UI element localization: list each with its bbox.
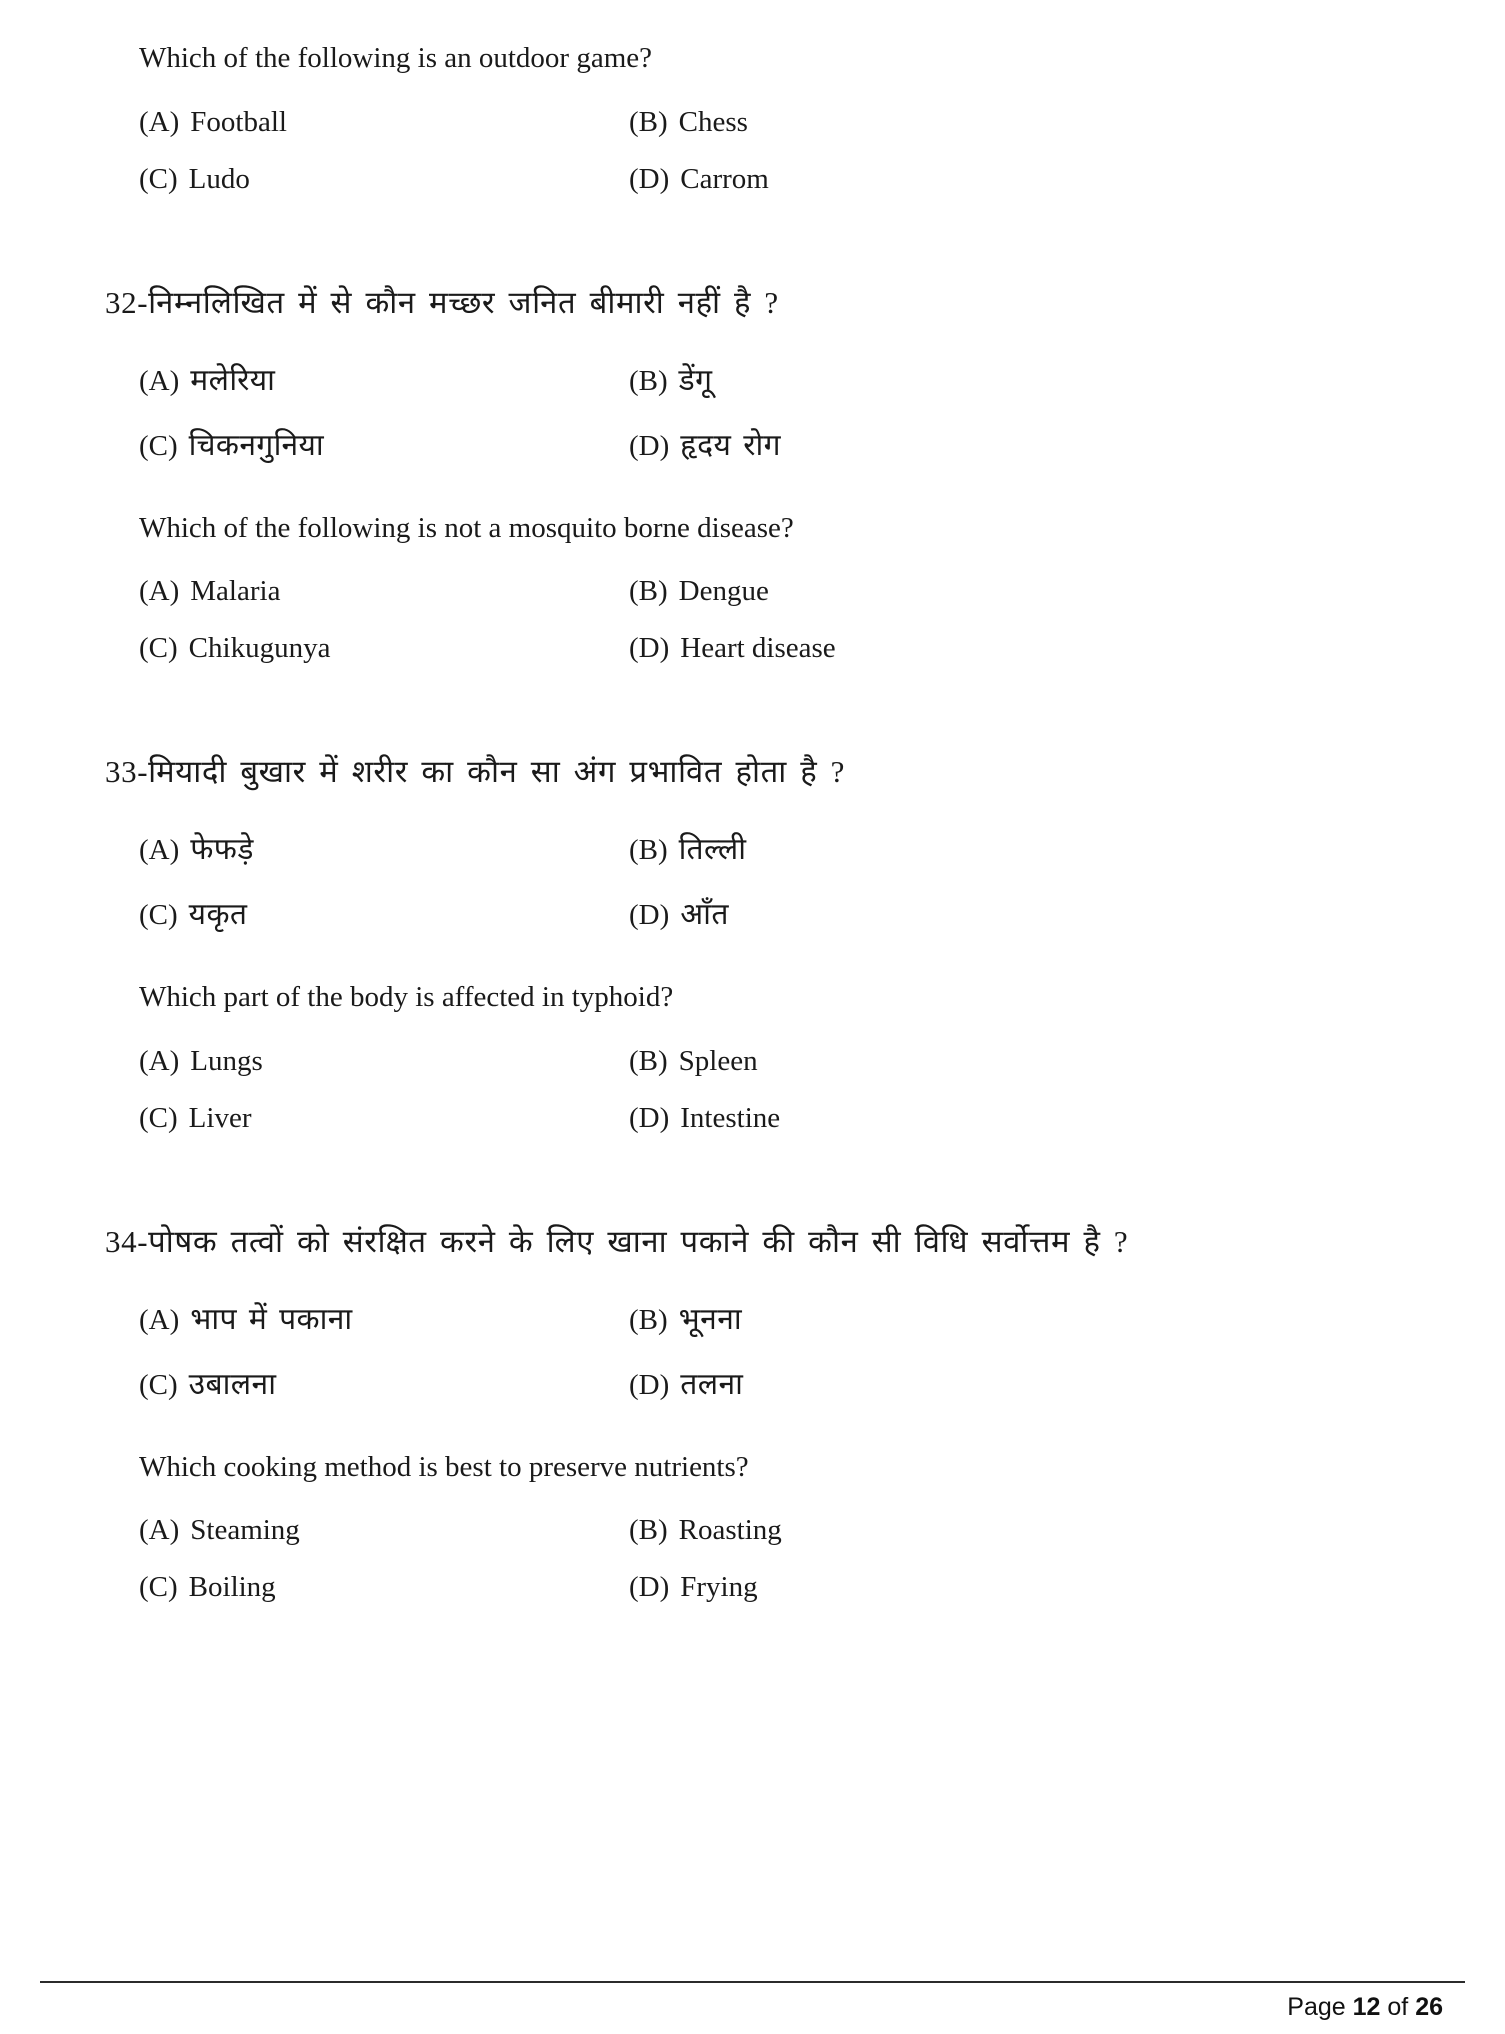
option-b[interactable] xyxy=(629,106,1400,163)
option-row xyxy=(139,1362,1400,1427)
option-a[interactable] xyxy=(139,1514,629,1571)
option-row xyxy=(139,1571,1400,1628)
option-key: (C) xyxy=(139,1571,178,1604)
option-label: आँत xyxy=(680,898,729,932)
option-label: मलेरिया xyxy=(190,363,276,397)
option-d[interactable] xyxy=(629,892,1400,957)
question-stem-hindi xyxy=(105,1221,1400,1263)
option-label: Chess xyxy=(678,105,748,138)
option-label: Chikugunya xyxy=(188,632,331,665)
option-label: Malaria xyxy=(190,575,281,608)
option-key: (B) xyxy=(629,1303,668,1336)
footer-divider xyxy=(40,1981,1465,1983)
option-label: भूनना xyxy=(678,1302,743,1336)
option-b[interactable] xyxy=(629,1514,1400,1571)
option-a[interactable] xyxy=(139,1297,629,1362)
option-d[interactable] xyxy=(629,423,1400,488)
option-label: Liver xyxy=(188,1101,252,1134)
option-key: (D) xyxy=(629,899,670,932)
option-a[interactable] xyxy=(139,106,629,163)
option-label: भाप में पकाना xyxy=(190,1302,353,1336)
option-row xyxy=(139,632,1400,689)
option-key: (C) xyxy=(139,1101,178,1134)
option-row xyxy=(139,1045,1400,1102)
question-text-hindi: मियादी बुखार में शरीर का कौन सा अंग प्रभावित होता है ? xyxy=(148,754,846,790)
option-b[interactable] xyxy=(629,358,1400,423)
option-a[interactable] xyxy=(139,575,629,632)
option-a[interactable] xyxy=(139,1045,629,1102)
option-b[interactable] xyxy=(629,827,1400,892)
option-key: (D) xyxy=(629,1368,670,1401)
option-key: (B) xyxy=(629,364,668,397)
option-c[interactable] xyxy=(139,163,629,220)
option-row xyxy=(139,1514,1400,1571)
option-d[interactable] xyxy=(629,163,1400,220)
option-b[interactable] xyxy=(629,575,1400,632)
option-key: (B) xyxy=(629,575,668,608)
option-row xyxy=(139,827,1400,892)
option-list-english xyxy=(105,1514,1400,1628)
question-number: 32- xyxy=(105,284,149,320)
option-key: (A) xyxy=(139,1044,180,1077)
question-stem-english: Which of the following is an outdoor game? xyxy=(139,42,653,74)
option-c[interactable] xyxy=(139,632,629,689)
option-row xyxy=(139,423,1400,488)
option-list-english xyxy=(105,575,1400,689)
option-list-hindi xyxy=(105,358,1400,488)
option-label: Spleen xyxy=(678,1044,758,1077)
option-label: हृदय रोग xyxy=(680,428,781,462)
option-key: (A) xyxy=(139,105,180,138)
question-text-hindi: पोषक तत्वों को संरक्षित करने के लिए खाना पकाने की कौन सी विधि सर्वोत्तम है ? xyxy=(148,1223,1129,1259)
option-label: Football xyxy=(190,105,287,138)
option-d[interactable] xyxy=(629,1362,1400,1427)
option-key: (A) xyxy=(139,364,180,397)
option-key: (D) xyxy=(629,632,670,665)
option-key: (A) xyxy=(139,1514,180,1547)
option-key: (D) xyxy=(629,1101,670,1134)
question-text-hindi: निम्नलिखित में से कौन मच्छर जनित बीमारी नहीं है ? xyxy=(148,284,779,320)
option-label: Intestine xyxy=(680,1101,781,1134)
option-d[interactable] xyxy=(629,632,1400,689)
question-stem-english: Which cooking method is best to preserve nutrients? xyxy=(139,1450,749,1483)
option-key: (C) xyxy=(139,162,178,195)
option-label: Lungs xyxy=(190,1044,263,1077)
option-label: Roasting xyxy=(678,1514,782,1547)
option-label: Ludo xyxy=(188,162,250,195)
option-c[interactable] xyxy=(139,892,629,957)
option-d[interactable] xyxy=(629,1102,1400,1159)
option-key: (B) xyxy=(629,834,668,867)
option-list-english xyxy=(105,106,1400,220)
option-c[interactable] xyxy=(139,1571,629,1628)
option-key: (A) xyxy=(139,575,180,608)
option-label: फेफड़े xyxy=(190,833,254,867)
option-label: तलना xyxy=(680,1367,744,1401)
option-label: Dengue xyxy=(678,575,769,608)
option-row xyxy=(139,106,1400,163)
question-stem-english: Which of the following is not a mosquito borne disease? xyxy=(139,511,794,544)
option-list-english xyxy=(105,1045,1400,1159)
option-a[interactable] xyxy=(139,827,629,892)
option-b[interactable] xyxy=(629,1045,1400,1102)
option-key: (A) xyxy=(139,834,180,867)
option-label: Boiling xyxy=(188,1571,276,1604)
option-row xyxy=(139,1297,1400,1362)
option-c[interactable] xyxy=(139,423,629,488)
question-stem-hindi xyxy=(105,282,1400,324)
option-key: (C) xyxy=(139,429,178,462)
option-key: (B) xyxy=(629,1514,668,1547)
option-row xyxy=(139,1102,1400,1159)
option-label: यकृत xyxy=(188,898,248,932)
question-stem-english: Which part of the body is affected in typhoid? xyxy=(139,981,674,1014)
option-key: (C) xyxy=(139,632,178,665)
option-key: (B) xyxy=(629,105,668,138)
page-footer xyxy=(40,1981,1465,2022)
option-b[interactable] xyxy=(629,1297,1400,1362)
question-block-34 xyxy=(105,1221,1400,1629)
footer-current-page: 12 xyxy=(1352,1993,1381,2021)
footer-total-pages: 26 xyxy=(1415,1993,1443,2021)
option-key: (B) xyxy=(629,1044,668,1077)
footer-connector: of xyxy=(1387,1993,1409,2021)
option-key: (D) xyxy=(629,1571,670,1604)
option-label: Heart disease xyxy=(680,632,836,665)
option-label: उबालना xyxy=(188,1367,277,1401)
option-key: (C) xyxy=(139,899,178,932)
option-label: तिल्ली xyxy=(678,833,747,867)
option-key: (A) xyxy=(139,1303,180,1336)
question-number: 34- xyxy=(105,1223,149,1259)
option-a[interactable] xyxy=(139,358,629,423)
option-row xyxy=(139,163,1400,220)
question-block-32 xyxy=(105,282,1400,690)
option-label: चिकनगुनिया xyxy=(188,428,325,462)
option-d[interactable] xyxy=(629,1571,1400,1628)
page-number-indicator xyxy=(40,1993,1465,2022)
option-key: (D) xyxy=(629,429,670,462)
option-c[interactable] xyxy=(139,1102,629,1159)
option-label: Steaming xyxy=(190,1514,300,1547)
option-key: (C) xyxy=(139,1368,178,1401)
option-label: Carrom xyxy=(680,162,769,195)
footer-prefix: Page xyxy=(1287,1993,1346,2021)
option-c[interactable] xyxy=(139,1362,629,1427)
option-label: डेंगू xyxy=(678,363,713,397)
option-row xyxy=(139,575,1400,632)
option-label: Frying xyxy=(680,1571,758,1604)
option-list-hindi xyxy=(105,827,1400,957)
option-list-hindi xyxy=(105,1297,1400,1427)
question-stem-hindi xyxy=(105,751,1400,793)
option-row xyxy=(139,358,1400,423)
question-block-partial-top xyxy=(105,40,1400,220)
option-row xyxy=(139,892,1400,957)
option-key: (D) xyxy=(629,162,670,195)
question-number: 33- xyxy=(105,754,149,790)
question-block-33 xyxy=(105,751,1400,1159)
